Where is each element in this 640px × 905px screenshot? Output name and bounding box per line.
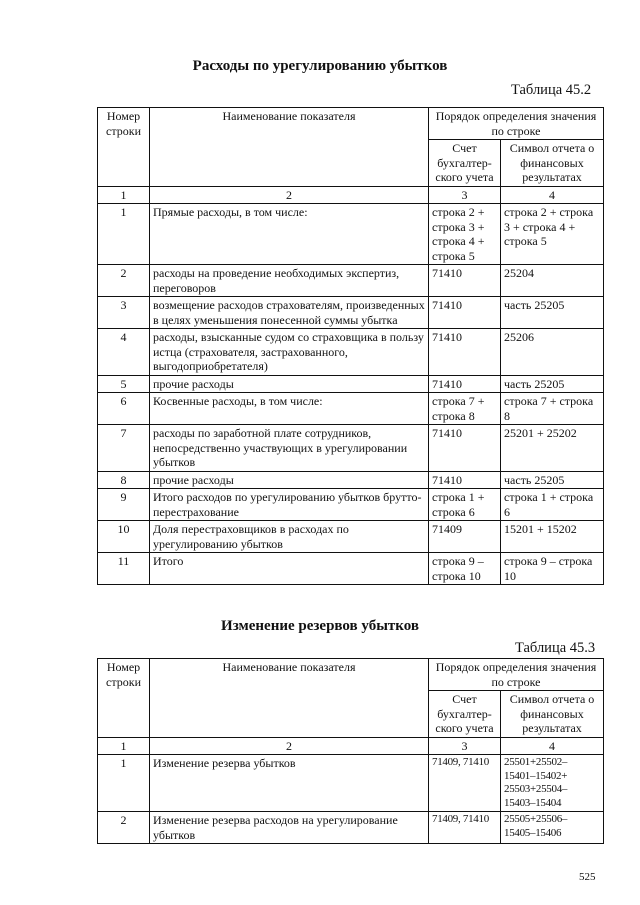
page-number: 525 xyxy=(579,871,596,883)
header-row-number: Номер строки xyxy=(98,108,150,187)
row-symbol: строка 7 + строка 8 xyxy=(501,393,604,425)
row-number: 4 xyxy=(98,329,150,376)
header-indicator-name: Наименование показателя xyxy=(150,659,429,738)
table-row xyxy=(98,553,604,585)
row-account: строка 1 + строка 6 xyxy=(429,489,501,521)
row-number: 5 xyxy=(98,375,150,393)
row-account: 71410 xyxy=(429,471,501,489)
table2-number: Таблица 45.3 xyxy=(515,640,596,656)
colnum: 3 xyxy=(429,737,501,755)
table-row xyxy=(98,204,604,265)
table-row xyxy=(98,425,604,472)
row-number: 1 xyxy=(98,204,150,265)
table1-title: Расходы по урегулированию убытков xyxy=(192,58,448,74)
row-name: прочие расходы xyxy=(150,375,429,393)
row-account: 71409, 71410 xyxy=(429,812,501,844)
row-symbol: часть 25205 xyxy=(501,375,604,393)
row-account: строка 7 + строка 8 xyxy=(429,393,501,425)
row-symbol: 25501+25502– 15401–15402+ 25503+25504– 15403–15404 xyxy=(501,755,604,812)
row-account: 71409 xyxy=(429,521,501,553)
table-row xyxy=(98,521,604,553)
row-symbol: 25201 + 25202 xyxy=(501,425,604,472)
header-report-symbol: Символ отчета о финансовых результатах xyxy=(501,691,604,738)
row-account: 71410 xyxy=(429,265,501,297)
row-symbol: строка 2 + строка 3 + строка 4 + строка 5 xyxy=(501,204,604,265)
header-indicator-name: Наименование показателя xyxy=(150,108,429,187)
row-name: расходы по заработной плате сотрудников, непосредственно участвующих в урегулировании убытков xyxy=(150,425,429,472)
row-symbol: строка 1 + строка 6 xyxy=(501,489,604,521)
row-name: расходы, взысканные судом со страховщика в пользу истца (страхователя, застрахованного, выгодоприобретателя) xyxy=(150,329,429,376)
row-name: возмещение расходов страхователям, произведенных в целях уменьшения понесенной суммы убытка xyxy=(150,297,429,329)
row-number: 9 xyxy=(98,489,150,521)
row-number: 11 xyxy=(98,553,150,585)
row-symbol: часть 25205 xyxy=(501,297,604,329)
row-number: 3 xyxy=(98,297,150,329)
header-row-number: Номер строки xyxy=(98,659,150,738)
colnum: 4 xyxy=(501,186,604,204)
row-account: 71410 xyxy=(429,329,501,376)
table-row xyxy=(98,265,604,297)
row-name: прочие расходы xyxy=(150,471,429,489)
row-number: 10 xyxy=(98,521,150,553)
table-row xyxy=(98,297,604,329)
row-account: 71410 xyxy=(429,297,501,329)
row-symbol: 15201 + 15202 xyxy=(501,521,604,553)
row-number: 7 xyxy=(98,425,150,472)
row-name: Косвенные расходы, в том числе: xyxy=(150,393,429,425)
row-name: Изменение резерва расходов на урегулирование убытков xyxy=(150,812,429,844)
row-account: строка 2 + строка 3 + строка 4 + строка 5 xyxy=(429,204,501,265)
header-determination-order: Порядок определения значения по строке xyxy=(429,108,604,140)
colnum: 2 xyxy=(150,186,429,204)
table2 xyxy=(97,658,604,844)
colnum: 1 xyxy=(98,737,150,755)
table-row xyxy=(98,375,604,393)
header-account: Счет бухгалтер-ского учета xyxy=(429,691,501,738)
colnum: 4 xyxy=(501,737,604,755)
row-name: расходы на проведение необходимых экспертиз, переговоров xyxy=(150,265,429,297)
row-account: строка 9 – строка 10 xyxy=(429,553,501,585)
row-name: Прямые расходы, в том числе: xyxy=(150,204,429,265)
row-symbol: 25206 xyxy=(501,329,604,376)
table-row xyxy=(98,471,604,489)
row-name: Итого xyxy=(150,553,429,585)
row-symbol: часть 25205 xyxy=(501,471,604,489)
header-account: Счет бухгалтер-ского учета xyxy=(429,140,501,187)
header-report-symbol: Символ отчета о финансовых результатах xyxy=(501,140,604,187)
table-row xyxy=(98,812,604,844)
row-name: Итого расходов по урегулированию убытков брутто-перестрахование xyxy=(150,489,429,521)
table1 xyxy=(97,107,604,585)
row-number: 6 xyxy=(98,393,150,425)
row-number: 1 xyxy=(98,755,150,812)
row-symbol: 25204 xyxy=(501,265,604,297)
row-account: 71410 xyxy=(429,425,501,472)
row-symbol: строка 9 – строка 10 xyxy=(501,553,604,585)
row-account: 71409, 71410 xyxy=(429,755,501,812)
colnum: 1 xyxy=(98,186,150,204)
table-row xyxy=(98,329,604,376)
table2-title: Изменение резервов убытков xyxy=(221,618,419,634)
row-symbol: 25505+25506– 15405–15406 xyxy=(501,812,604,844)
table-row xyxy=(98,393,604,425)
table-row xyxy=(98,755,604,812)
colnum: 2 xyxy=(150,737,429,755)
row-account: 71410 xyxy=(429,375,501,393)
table-row xyxy=(98,489,604,521)
row-name: Изменение резерва убытков xyxy=(150,755,429,812)
header-determination-order: Порядок определения значения по строке xyxy=(429,659,604,691)
row-number: 2 xyxy=(98,265,150,297)
row-number: 2 xyxy=(98,812,150,844)
table1-number: Таблица 45.2 xyxy=(511,82,592,98)
row-name: Доля перестраховщиков в расходах по урегулированию убытков xyxy=(150,521,429,553)
row-number: 8 xyxy=(98,471,150,489)
colnum: 3 xyxy=(429,186,501,204)
